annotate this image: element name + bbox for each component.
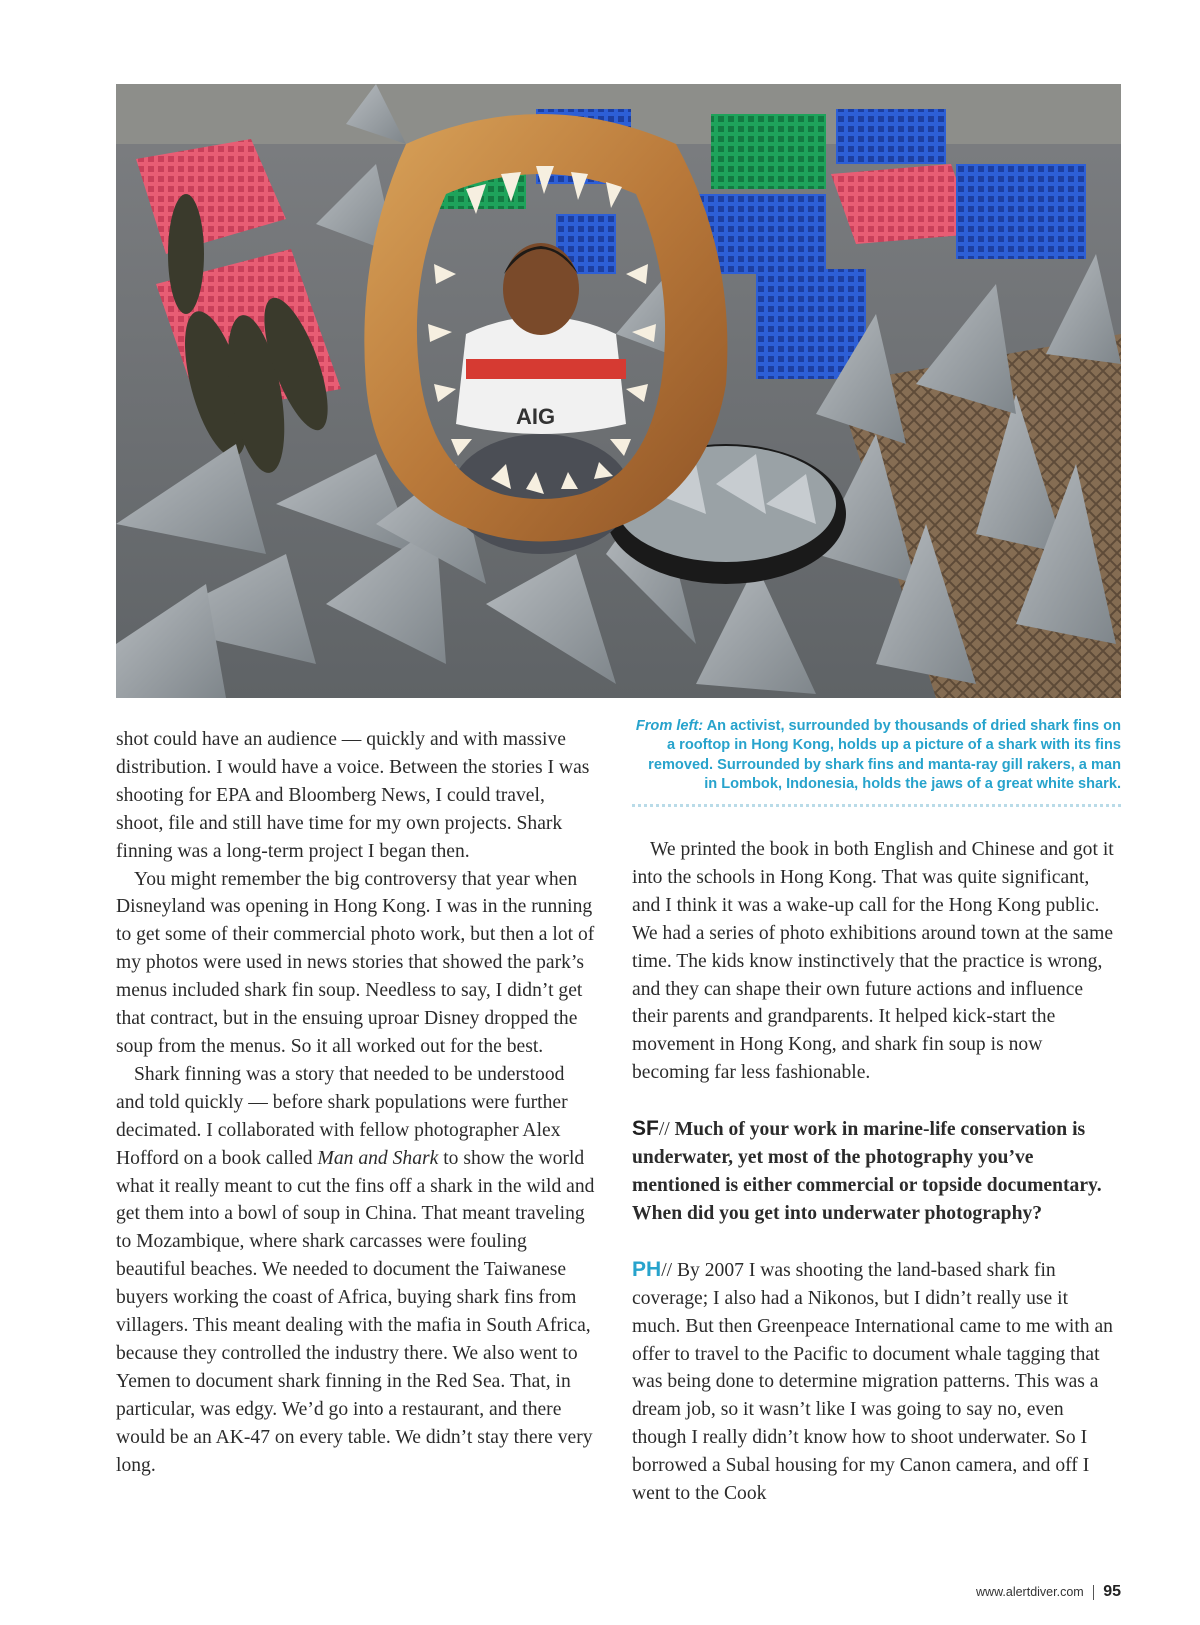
website-url[interactable]: www.alertdiver.com [976, 1585, 1084, 1599]
shark-jaws-illustration [116, 84, 1121, 698]
spacer [632, 1228, 1121, 1256]
right-column [632, 836, 1121, 1508]
book-title: Man and Shark [317, 1147, 439, 1169]
answer-text: By 2007 I was shooting the land-based shark fin coverage; I also had a Nikonos, but I didn’t really use it much. But then Greenpeace International came to me with an offer to travel to the Pacific to document whale tagging that was being done to determine migration patterns. This was a dream job, so it wasn’t like I was going to say no, even though I really didn’t know how to shoot underwater. So I borrowed a Subal housing for my Canon camera, and off I went to the Cook [632, 1259, 1113, 1505]
footer-separator [1093, 1585, 1095, 1600]
left-paragraph-2: You might remember the big controversy that year when Disneyland was opening in Hong Kong. I was in the running to get some of their commercial photo work, but then a lot of my photos were used in news stories that showed the park’s menus included shark fin soup. Needless to say, I didn’t get that contract, but in the ensuing uproar Disney dropped the soup from the menus. So it all worked out for the best. [116, 868, 595, 1057]
caption-lead: From left: [635, 718, 704, 734]
question-slashes: // [658, 1119, 670, 1141]
caption-text: An activist, surrounded by thousands of dried shark fins on a rooftop in Hong Kong, holds up a picture of a shark with its fins removed. Surrounded by shark fins and manta-ray gill rakers, a man in Lombok, Indonesia, holds the jaws of a great white shark. [648, 718, 1121, 793]
answer-tag: PH [632, 1257, 662, 1281]
left-paragraph-3 [116, 1061, 595, 1480]
question-text: Much of your work in marine-life conservation is underwater, yet most of the photography you’ve mentioned is either commercial or topside documentary. When did you get into underwater photography? [632, 1119, 1102, 1224]
left-paragraph-3-a: Shark finning was a story that needed to be understood and told quickly — before shark populations were further decimated. I collaborated with fellow photographer Alex Hofford on a book called [116, 1063, 568, 1169]
left-paragraph-1: shot could have an audience — quickly and with massive distribution. I would have a voice. Between the stories I was shooting for EPA and Bloomberg News, I could travel, shoot, file and still have time for my own projects. Shark finning was a long-term project I began then. [116, 729, 590, 862]
question-tag: SF [632, 1117, 659, 1141]
page-number: 95 [1103, 1583, 1121, 1600]
interview-answer [632, 1256, 1121, 1508]
feature-photo [116, 84, 1121, 698]
answer-slashes: // [661, 1259, 673, 1281]
page-footer [976, 1583, 1121, 1601]
photo-caption [632, 717, 1121, 795]
left-column [116, 726, 595, 1479]
left-paragraph-3-b: to show the world what it really meant to cut the fins off a shark in the wild and get them into a bowl of soup in China. That meant traveling to Mozambique, where shark carcasses were fouling beautiful beaches. We needed to document the Taiwanese buyers working the coast of Africa, buying shark fins from villagers. This meant dealing with the mafia in South Africa, because they controlled the industry there. We also went to Yemen to document shark finning in the Red Sea. That, in particular, was edgy. We’d go into a restaurant, and there would be an AK-47 on every table. We didn’t stay there very long. [116, 1147, 595, 1476]
right-paragraph-1: We printed the book in both English and Chinese and got it into the schools in Hong Kong. That was quite significant, and I think it was a wake-up call for the Hong Kong public. We had a series of photo exhibitions around town at the same time. The kids know instinctively that the practice is wrong, and they can shape their own future actions and influence their parents and grandparents. It helped kick-start the movement in Hong Kong, and shark fin soup is now becoming far less fashionable. [632, 839, 1114, 1084]
shirt-text: AIG [516, 404, 556, 429]
caption-divider [632, 804, 1121, 807]
interview-question [632, 1115, 1121, 1228]
spacer [632, 1087, 1121, 1115]
